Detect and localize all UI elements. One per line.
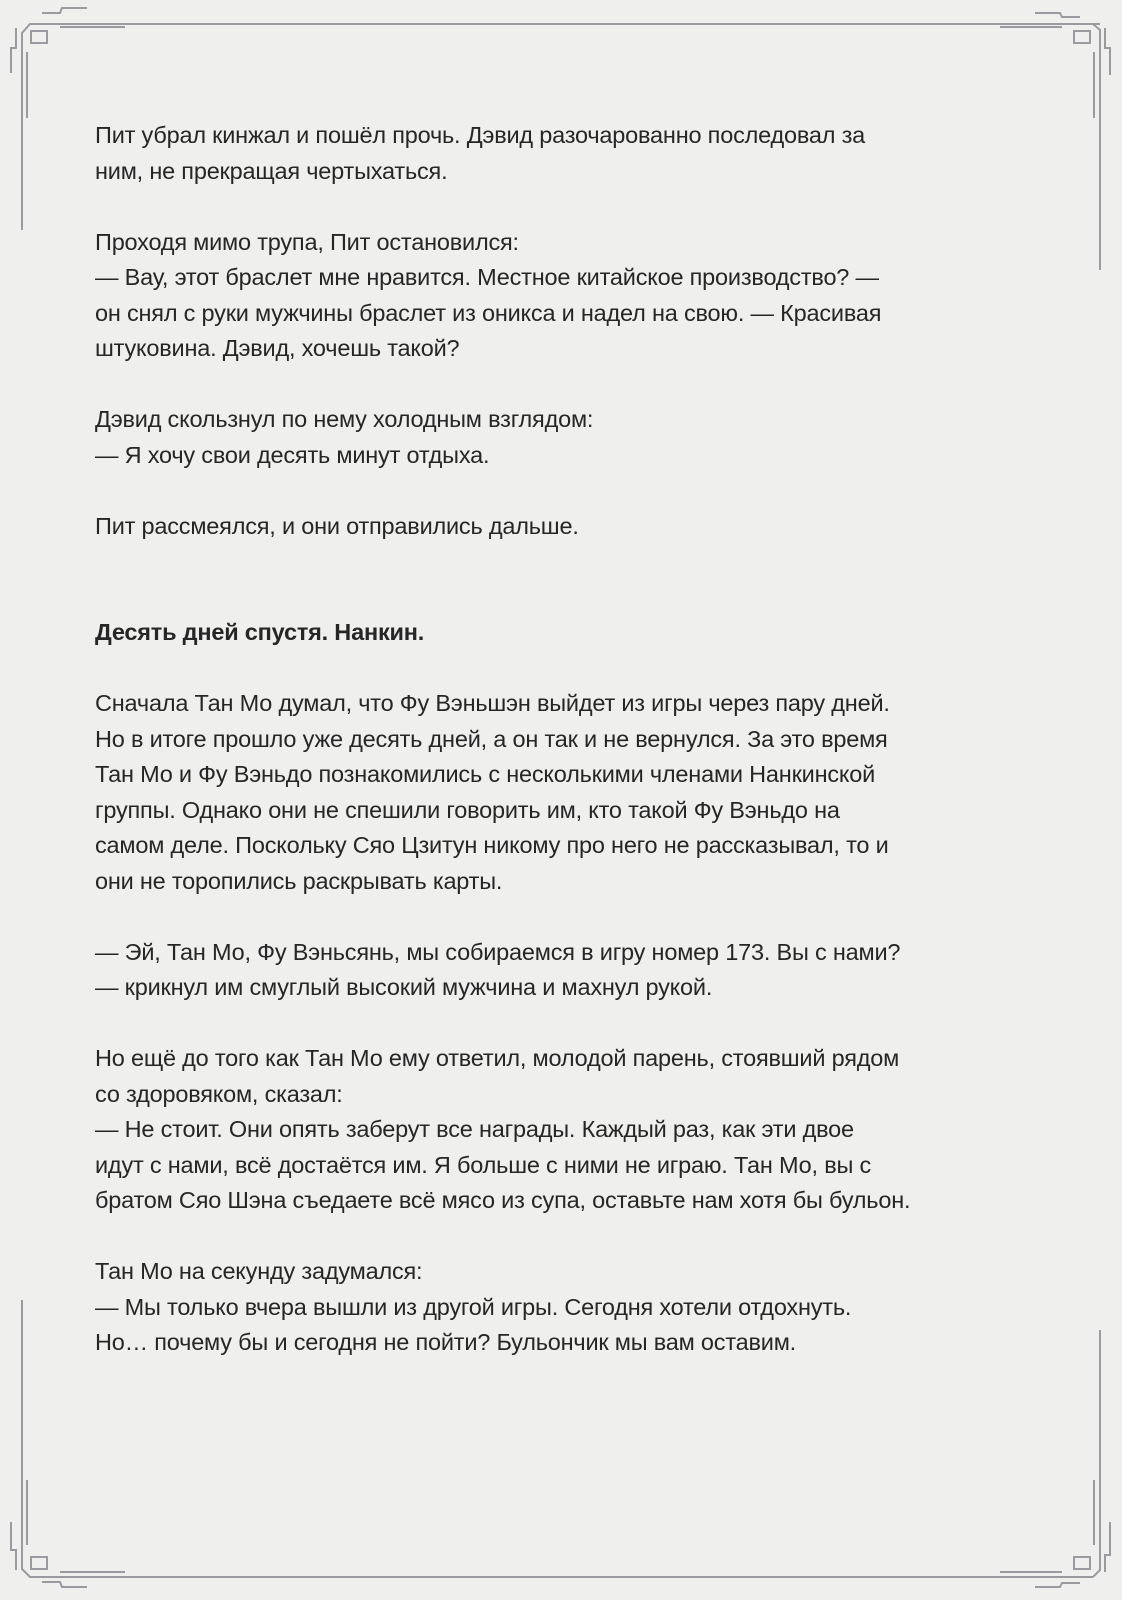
text-line: Пит убрал кинжал и пошёл прочь. Дэвид разочарованно последовал за (95, 122, 866, 148)
text-line: братом Сяо Шэна съедаете всё мясо из супа, оставьте нам хотя бы бульон. (95, 1187, 911, 1213)
text-line: — Вау, этот браслет мне нравится. Местное китайское производство? — (95, 264, 879, 290)
paragraph (95, 225, 1015, 367)
paragraph (95, 118, 1015, 189)
text-line: — Эй, Тан Мо, Фу Вэньсянь, мы собираемся в игру номер 173. Вы с нами? (95, 938, 901, 965)
text-line: Проходя мимо трупа, Пит остановился: (95, 228, 519, 255)
text-line: Но… почему бы и сегодня не пойти? Бульончик мы вам оставим. (95, 1329, 797, 1355)
corner-ornament-top-right (1000, 13, 1110, 270)
text-line: он снял с руки мужчины браслет из оникса и надел на свою. — Красивая (95, 299, 882, 326)
text-line: — Не стоит. Они опять заберут все награды. Каждый раз, как эти двое (95, 1116, 854, 1142)
text-line: Тан Мо на секунду задумался: (95, 1258, 423, 1284)
page-body (95, 118, 1015, 1396)
text-line: Дэвид скользнул по нему холодным взглядом: (95, 406, 594, 432)
text-line: — Мы только вчера вышли из другой игры. Сегодня хотели отдохнуть. (95, 1293, 852, 1320)
text-line: — крикнул им смуглый высокий мужчина и махнул рукой. (95, 974, 713, 1000)
text-line: со здоровяком, сказал: (95, 1080, 343, 1107)
text-line: Но в итоге прошло уже десять дней, а он так и не вернулся. За это время (95, 725, 888, 752)
intro-section (95, 118, 1015, 544)
paragraph (95, 1254, 1015, 1361)
text-line: ним, не прекращая чертыхаться. (95, 157, 448, 184)
text-line: Сначала Тан Мо думал, что Фу Вэньшэн выйдет из игры через пару дней. (95, 690, 890, 716)
text-line: группы. Однако они не спешили говорить им, кто такой Фу Вэньдо на (95, 796, 840, 823)
nanking-section (95, 686, 1015, 1361)
text-line: — Я хочу свои десять минут отдыха. (95, 441, 490, 468)
section-heading: Десять дней спустя. Нанкин. (95, 619, 425, 645)
text-line: Но ещё до того как Тан Мо ему ответил, молодой парень, стоявший рядом (95, 1045, 900, 1071)
paragraph (95, 686, 1015, 899)
text-line: Пит рассмеялся, и они отправились дальше. (95, 512, 579, 539)
paragraph (95, 402, 1015, 473)
text-line: идут с нами, всё достаётся им. Я больше с ними не играю. Тан Мо, вы с (95, 1151, 872, 1178)
paragraph (95, 509, 1015, 545)
text-line: они не торопились раскрывать карты. (95, 867, 503, 894)
text-line: штуковина. Дэвид, хочешь такой? (95, 335, 460, 361)
text-line: Тан Мо и Фу Вэньдо познакомились с несколькими членами Нанкинской (95, 761, 876, 787)
text-line: самом деле. Поскольку Сяо Цзитун никому про него не рассказывал, то и (95, 832, 889, 858)
paragraph (95, 1041, 1015, 1219)
corner-ornament-bottom-right (1000, 1330, 1110, 1587)
paragraph (95, 935, 1015, 1006)
